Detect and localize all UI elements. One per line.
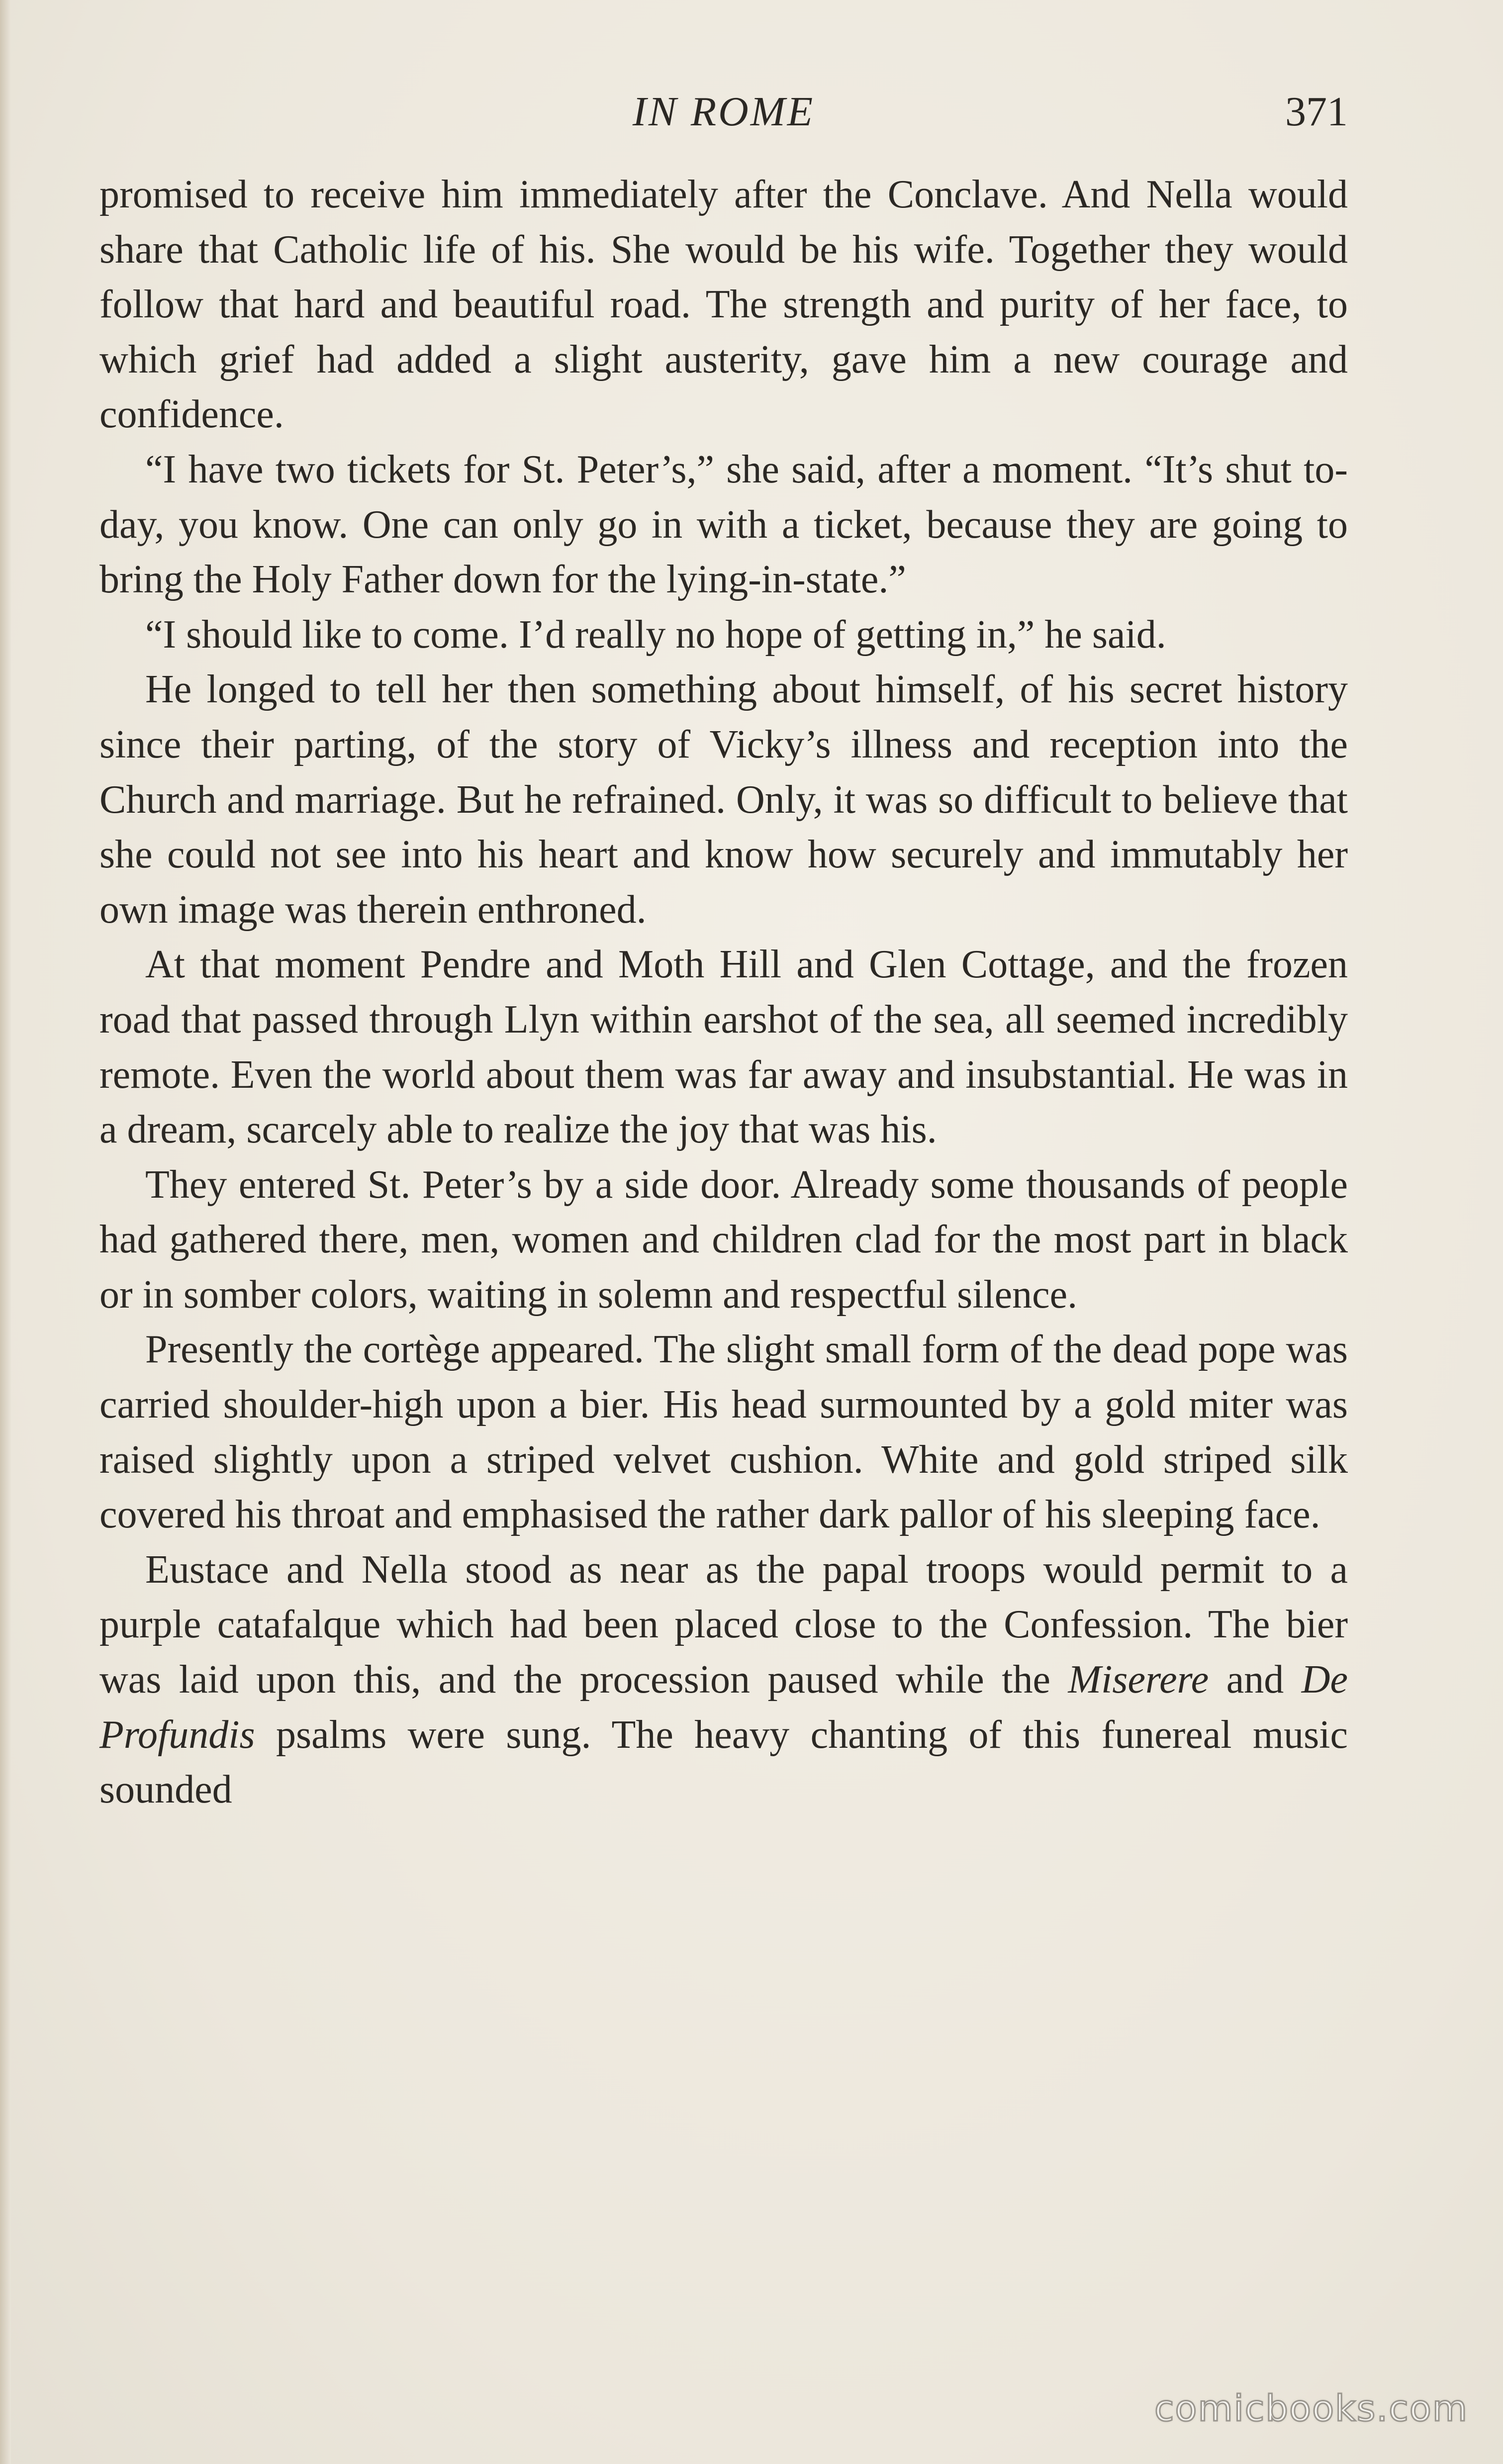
paragraph-8-italic-miserere: Miserere [1068, 1658, 1209, 1702]
running-head: IN ROME [632, 89, 815, 135]
paragraph-8-italic-de-profundis: De Profundis [99, 1658, 1348, 1757]
page-header [99, 85, 1348, 139]
paragraph-8-text-1: Eustace and Nella stood as near as the papal troops would permit to a purple catafalque which had been placed close to the Confession. The bier was laid upon this, and the procession paused while the [99, 1547, 1348, 1702]
body-text [99, 167, 1348, 1817]
watermark: comicbooks.com [1154, 2387, 1468, 2429]
paragraph-7: Presently the cortège appeared. The slight small form of the dead pope was carried shoulder-high upon a bier. His head surmounted by a gold miter was raised slightly upon a striped velvet cushion. White and gold striped silk covered his throat and emphasised the rather dark pallor of his sleeping face. [99, 1327, 1348, 1537]
paragraph-2: “I have two tickets for St. Peter’s,” she said, after a moment. “It’s shut to-day, you know. One can only go in with a ticket, because they are going to bring the Holy Father down for the lying-in-state.” [99, 447, 1348, 602]
paragraph-3: “I should like to come. I’d really no hope of getting in,” he said. [145, 612, 1166, 657]
paragraph-6: They entered St. Peter’s by a side door. Already some thousands of people had gathered there, men, women and children clad for the most part in black or in somber colors, waiting in solemn and respectful silence. [99, 1162, 1348, 1317]
paragraph-1: promised to receive him immediately after the Conclave. And Nella would share that Catholic life of his. She would be his wife. Together they would follow that hard and beautiful road. The strength and purity of her face, to which grief had added a slight austerity, gave him a new courage and confidence. [99, 173, 1348, 437]
paragraph-8-text-3: psalms were sung. The heavy chanting of this funereal music sounded [99, 1712, 1348, 1812]
page-number: 371 [1285, 89, 1348, 135]
paragraph-4: He longed to tell her then something about himself, of his secret history since their parting, of the story of Vicky’s illness and reception into the Church and marriage. But he refrained. Only, it was so difficult to believe that she could not see into his heart and know how securely and immutably her own image was therein enthroned. [99, 667, 1348, 932]
paragraph-5: At that moment Pendre and Moth Hill and Glen Cottage, and the frozen road that passed through Llyn within earshot of the sea, all seemed incredibly remote. Even the world about them was far away and insubstantial. He was in a dream, scarcely able to realize the joy that was his. [99, 943, 1348, 1152]
page-binding-edge [0, 0, 11, 2464]
paragraph-8-text-2: and [1209, 1658, 1302, 1702]
paragraph-8 [99, 1542, 1348, 1817]
